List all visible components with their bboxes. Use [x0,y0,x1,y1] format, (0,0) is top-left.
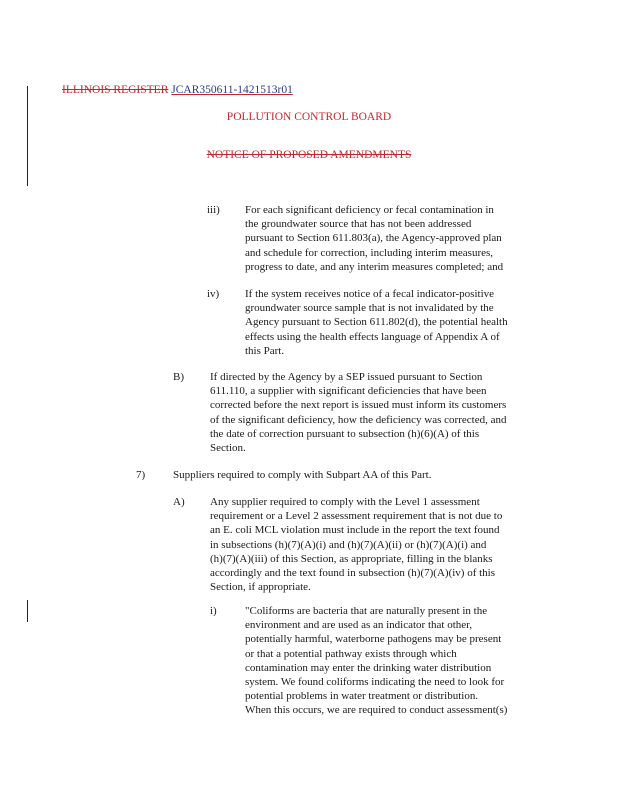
text-line: groundwater source sample that is not invalidated by the [245,302,494,315]
item-marker: 7) [136,469,146,481]
notice-title-text: NOTICE OF PROPOSED AMENDMENTS [206,149,412,161]
text-line: When this occurs, we are required to conduct assessment(s) [245,704,508,717]
item-marker: iv) [207,288,220,300]
text-line: the groundwater source that has not been addressed [245,218,472,231]
item-marker: i) [210,605,217,617]
item-text [210,495,502,594]
text-line: system. We found coliforms indicating the need to look for [245,676,505,689]
text-line: pursuant to Section 611.803(a), the Agency-approved plan [245,232,502,245]
text-line: progress to date, and any interim measures completed; and [245,260,504,273]
item-text [245,604,507,718]
notice-title [0,149,618,161]
text-line: corrected before the next report is issued must inform its customers [210,399,507,412]
item-text [245,203,503,274]
register-name-struck: ILLINOIS REGISTER [62,84,169,96]
board-title: POLLUTION CONTROL BOARD [226,111,392,123]
text-line: an E. coli MCL violation must include in the report the text found [210,524,500,537]
text-line: in subsections (h)(7)(A)(i) and (h)(7)(A)(ii) or (h)(7)(A)(i) and [210,538,487,551]
text-line: Suppliers required to comply with Subpart AA of this Part. [173,469,432,481]
text-line: requirement or a Level 2 assessment requirement that is not due to [210,510,503,523]
item-text [210,370,506,455]
item-text [245,287,508,358]
text-line: Any supplier required to comply with the Level 1 assessment [210,496,480,508]
text-line: or that a potential pathway exists through which [245,647,457,660]
item-text [173,468,431,482]
text-line: environment and are used as an indicator that other, [245,619,473,632]
text-line: "Coliforms are bacteria that are naturally present in the [245,605,488,617]
text-line: accordingly and the text found in subsection (h)(7)(A)(iv) of this [210,567,496,580]
text-line: this Part. [245,344,285,357]
register-code: JCAR350611-1421513r01 [171,84,293,96]
text-line: If the system receives notice of a fecal indicator-positive [245,288,495,300]
text-line: 611.110, a supplier with significant deficiencies that have been [210,385,487,398]
text-line: potential problems in water treatment or distribution. [245,690,479,703]
register-header [62,84,293,96]
text-line: effects using the health effects language of Appendix A of [245,330,500,343]
text-line: For each significant deficiency or fecal contamination in [245,204,494,216]
change-bar-bottom [27,600,28,622]
text-line: Agency pursuant to Section 611.802(d), the potential health [245,316,508,329]
text-line: contamination may enter the drinking water distribution [245,661,492,674]
item-marker: A) [173,496,185,508]
text-line: and schedule for correction, including interim measures, [245,246,494,259]
text-line: of the significant deficiency, how the deficiency was corrected, and [210,413,507,426]
item-marker: iii) [207,204,220,216]
text-line: (h)(7)(A)(iii) of this Section, as appropriate, filling in the blanks [210,552,493,565]
text-line: potentially harmful, waterborne pathogens may be present [245,633,502,646]
text-line: the date of correction pursuant to subsection (h)(6)(A) of this [210,427,480,440]
change-bar-top [27,86,28,186]
item-marker: B) [173,371,184,383]
text-line: Section, if appropriate. [210,581,311,594]
text-line: If directed by the Agency by a SEP issued pursuant to Section [210,371,483,383]
text-line: Section. [210,442,246,455]
